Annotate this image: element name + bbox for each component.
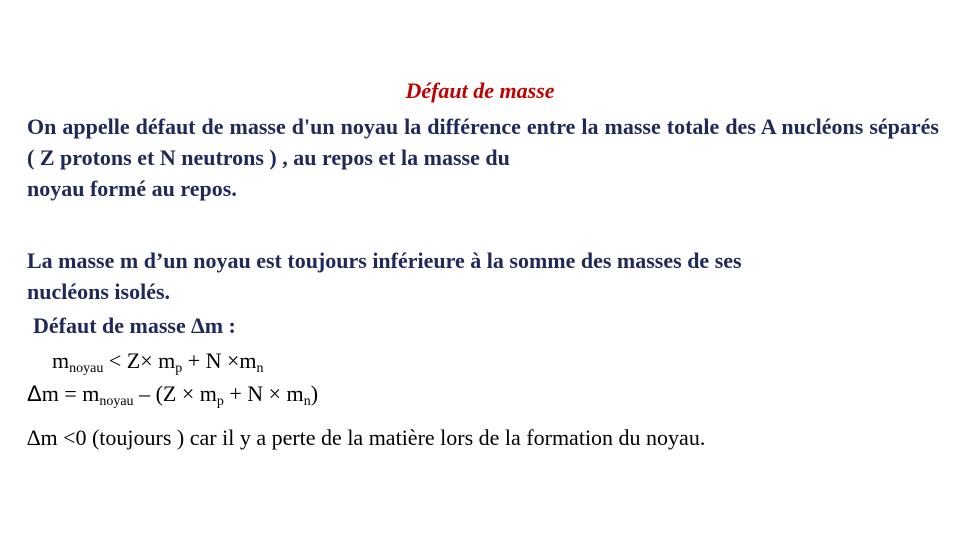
formula1-m: m bbox=[52, 348, 70, 373]
formula2-sub-n: n bbox=[303, 394, 311, 409]
formula1-sub-noyau: noyau bbox=[69, 361, 104, 376]
statement-paragraph bbox=[27, 245, 939, 307]
definition-line-1: On appelle défaut de masse d'un noyau la différence entre la masse totale des bbox=[27, 114, 756, 139]
definition-line-3: noyau formé au repos. bbox=[27, 176, 237, 201]
inequality-formula bbox=[52, 348, 264, 374]
statement-line-1: La masse m d’un noyau est toujours inférieure à la somme des masses de ses bbox=[27, 248, 742, 273]
subheading-label: Défaut de masse bbox=[33, 313, 192, 338]
formula2-m-eq: m = m bbox=[41, 381, 100, 406]
definition-paragraph bbox=[27, 111, 939, 204]
formula2-mid: – (Z × m bbox=[133, 381, 217, 406]
statement-line-2: nucléons isolés. bbox=[27, 279, 171, 304]
formula1-mid: < Z× m bbox=[103, 348, 176, 373]
slide-title: Défaut de masse bbox=[405, 78, 555, 103]
delta-symbol: ∆ bbox=[191, 313, 205, 338]
formula1-sub-p: p bbox=[175, 361, 183, 376]
subheading-symbol: m : bbox=[204, 313, 236, 338]
definition-line-2: A nucléons séparés ( Z protons et N neutrons ) , au repos et la masse du bbox=[27, 114, 939, 170]
mass-defect-subheading bbox=[33, 313, 236, 339]
mass-defect-formula bbox=[27, 381, 318, 407]
formula2-sub-p: p bbox=[216, 394, 224, 409]
formula2-end: ) bbox=[310, 381, 319, 406]
mass-defect-conclusion: ∆m <0 (toujours ) car il y a perte de la matière lors de la formation du noyau. bbox=[27, 425, 706, 450]
formula2-delta: Δ bbox=[27, 381, 42, 406]
formula2-sub-noyau: noyau bbox=[99, 394, 134, 409]
formula1-mid2: + N ×m bbox=[182, 348, 257, 373]
formula1-sub-n: n bbox=[256, 361, 264, 376]
formula2-mid2: + N × m bbox=[223, 381, 304, 406]
